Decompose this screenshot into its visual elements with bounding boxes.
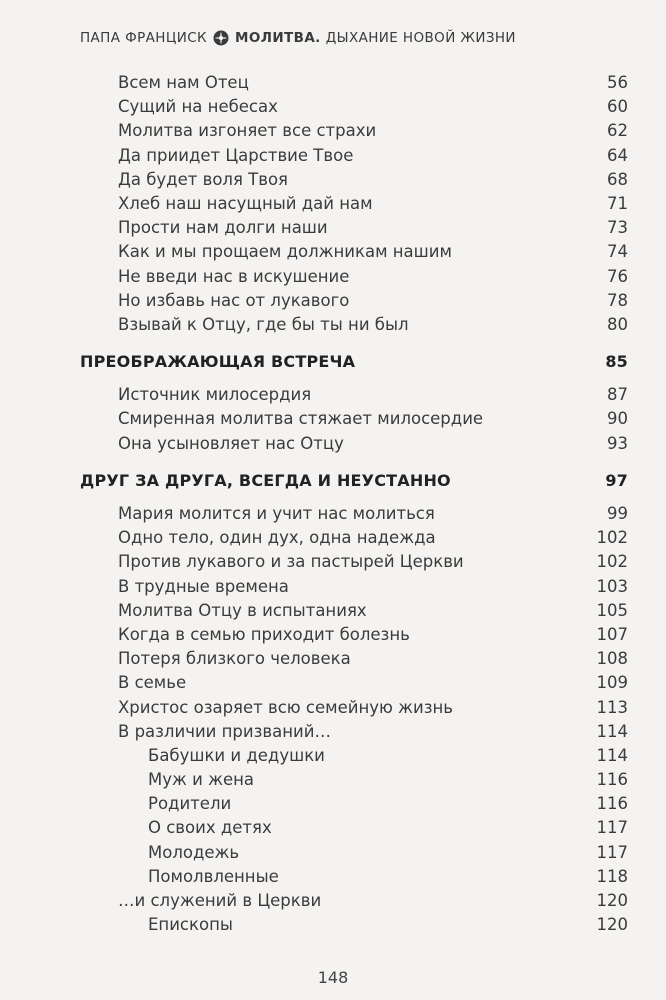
page-number: 148 bbox=[317, 968, 349, 987]
table-of-contents bbox=[80, 73, 628, 939]
toc-entry-page: 117 bbox=[596, 842, 628, 862]
toc-entry bbox=[80, 409, 628, 433]
toc-entry-title: Всем нам Отец bbox=[118, 73, 249, 92]
toc-entry-title: ДРУГ ЗА ДРУГА, ВСЕГДА И НЕУСТАННО bbox=[80, 470, 451, 490]
toc-entry bbox=[80, 601, 628, 625]
toc-entry-title: Да будет воля Твоя bbox=[118, 169, 288, 189]
toc-entry bbox=[80, 794, 628, 818]
toc-entry-page: 103 bbox=[596, 576, 628, 596]
toc-entry-title: Источник милосердия bbox=[118, 385, 312, 405]
toc-entry-title: Христос озаряет всю семейную жизнь bbox=[118, 697, 454, 717]
toc-entry-page: 99 bbox=[607, 504, 628, 523]
toc-entry-page: 120 bbox=[596, 891, 628, 910]
toc-entry bbox=[80, 649, 628, 673]
toc-entry-page: 90 bbox=[607, 409, 628, 429]
toc-entry-page: 78 bbox=[607, 290, 628, 310]
toc-entry bbox=[80, 385, 628, 409]
toc-entry bbox=[80, 722, 628, 746]
toc-entry-page: 64 bbox=[607, 145, 628, 165]
running-header bbox=[80, 30, 600, 46]
header-title: МОЛИТВА. bbox=[235, 30, 321, 46]
toc-entry bbox=[80, 915, 628, 939]
toc-section-heading bbox=[80, 352, 628, 376]
toc-entry-page: 116 bbox=[596, 770, 628, 790]
toc-entry bbox=[80, 242, 628, 266]
toc-entry bbox=[80, 315, 628, 339]
toc-entry-title: Она усыновляет нас Отцу bbox=[118, 433, 344, 453]
toc-entry-title: В различии призваний… bbox=[118, 721, 331, 741]
toc-entry bbox=[80, 867, 628, 891]
toc-entry bbox=[80, 434, 628, 458]
toc-entry bbox=[80, 528, 628, 552]
toc-entry-page: 85 bbox=[605, 352, 628, 372]
toc-entry-page: 56 bbox=[607, 73, 628, 92]
toc-entry-page: 107 bbox=[596, 624, 628, 644]
toc-entry-title: Одно тело, один дух, одна надежда bbox=[118, 528, 436, 548]
toc-entry bbox=[80, 746, 628, 770]
toc-entry-page: 87 bbox=[607, 385, 628, 405]
toc-entry-page: 97 bbox=[605, 470, 628, 490]
toc-entry-title: В семье bbox=[118, 673, 187, 693]
toc-entry-page: 80 bbox=[607, 314, 628, 334]
toc-entry-title: Помолвленные bbox=[148, 866, 279, 886]
toc-entry bbox=[80, 698, 628, 722]
toc-entry bbox=[80, 673, 628, 697]
toc-entry-page: 118 bbox=[596, 866, 628, 886]
toc-entry-title: Бабушки и дедушки bbox=[148, 745, 325, 765]
toc-entry-page: 71 bbox=[607, 193, 628, 213]
toc-entry-page: 120 bbox=[596, 915, 628, 935]
toc-entry-title: Молодежь bbox=[148, 842, 240, 862]
toc-entry-page: 108 bbox=[596, 649, 628, 669]
toc-entry-page: 116 bbox=[596, 794, 628, 814]
toc-entry bbox=[80, 194, 628, 218]
toc-entry bbox=[80, 267, 628, 291]
toc-entry-title: Прости нам долги наши bbox=[118, 218, 328, 238]
toc-entry-title: ПРЕОБРАЖАЮЩАЯ ВСТРЕЧА bbox=[80, 352, 356, 372]
toc-entry bbox=[80, 770, 628, 794]
toc-entry-page: 117 bbox=[596, 818, 628, 838]
toc-entry-title: …и служений в Церкви bbox=[118, 891, 322, 910]
toc-entry bbox=[80, 625, 628, 649]
toc-entry-title: Потеря близкого человека bbox=[118, 649, 351, 669]
toc-entry-title: В трудные времена bbox=[118, 576, 289, 596]
toc-entry-title: Как и мы прощаем должникам нашим bbox=[118, 242, 452, 262]
toc-entry-title: Но избавь нас от лукавого bbox=[118, 290, 350, 310]
toc-entry-title: Муж и жена bbox=[148, 770, 254, 790]
toc-entry-page: 102 bbox=[596, 552, 628, 572]
header-subtitle: ДЫХАНИЕ НОВОЙ ЖИЗНИ bbox=[325, 30, 516, 46]
toc-entry-title: О своих детях bbox=[148, 818, 272, 838]
toc-entry-title: Не введи нас в искушение bbox=[118, 266, 350, 286]
toc-section-heading bbox=[80, 471, 628, 495]
toc-entry bbox=[80, 552, 628, 576]
toc-entry-page: 74 bbox=[607, 242, 628, 262]
toc-entry-page: 109 bbox=[596, 673, 628, 693]
toc-entry-title: Когда в семью приходит болезнь bbox=[118, 624, 410, 644]
toc-entry-title: Молитва Отцу в испытаниях bbox=[118, 600, 367, 620]
toc-entry bbox=[80, 218, 628, 242]
toc-entry-page: 113 bbox=[596, 697, 628, 717]
toc-entry-page: 114 bbox=[596, 745, 628, 765]
toc-entry-page: 105 bbox=[596, 600, 628, 620]
toc-entry-page: 76 bbox=[607, 266, 628, 286]
toc-entry-page: 60 bbox=[607, 97, 628, 117]
toc-entry-page: 114 bbox=[596, 721, 628, 741]
toc-entry-page: 73 bbox=[607, 218, 628, 238]
toc-entry bbox=[80, 146, 628, 170]
toc-entry bbox=[80, 843, 628, 867]
toc-entry-title: Родители bbox=[148, 794, 232, 814]
toc-entry bbox=[80, 97, 628, 121]
header-author: ПАПА ФРАНЦИСК bbox=[80, 30, 208, 46]
toc-entry-page: 93 bbox=[607, 433, 628, 453]
toc-entry-title: Хлеб наш насущный дай нам bbox=[118, 193, 373, 213]
toc-entry-title: Сущий на небесах bbox=[118, 97, 278, 117]
publisher-logo-icon bbox=[213, 30, 229, 46]
toc-entry-title: Да приидет Царствие Твое bbox=[118, 145, 354, 165]
toc-entry-title: Против лукавого и за пастырей Церкви bbox=[118, 552, 464, 572]
toc-entry bbox=[80, 818, 628, 842]
toc-entry-page: 62 bbox=[607, 121, 628, 141]
toc-entry-title: Мария молится и учит нас молиться bbox=[118, 504, 435, 523]
toc-entry-title: Взывай к Отцу, где бы ты ни был bbox=[118, 314, 409, 334]
toc-entry-title: Смиренная молитва стяжает милосердие bbox=[118, 409, 484, 429]
toc-entry-page: 102 bbox=[596, 528, 628, 548]
toc-entry bbox=[80, 121, 628, 145]
toc-entry bbox=[80, 291, 628, 315]
toc-entry bbox=[80, 577, 628, 601]
toc-entry-page: 68 bbox=[607, 169, 628, 189]
toc-entry bbox=[80, 170, 628, 194]
toc-entry bbox=[80, 504, 628, 528]
toc-entry bbox=[80, 73, 628, 97]
toc-entry-title: Епископы bbox=[148, 915, 233, 935]
toc-entry-title: Молитва изгоняет все страхи bbox=[118, 121, 377, 141]
toc-entry bbox=[80, 891, 628, 915]
